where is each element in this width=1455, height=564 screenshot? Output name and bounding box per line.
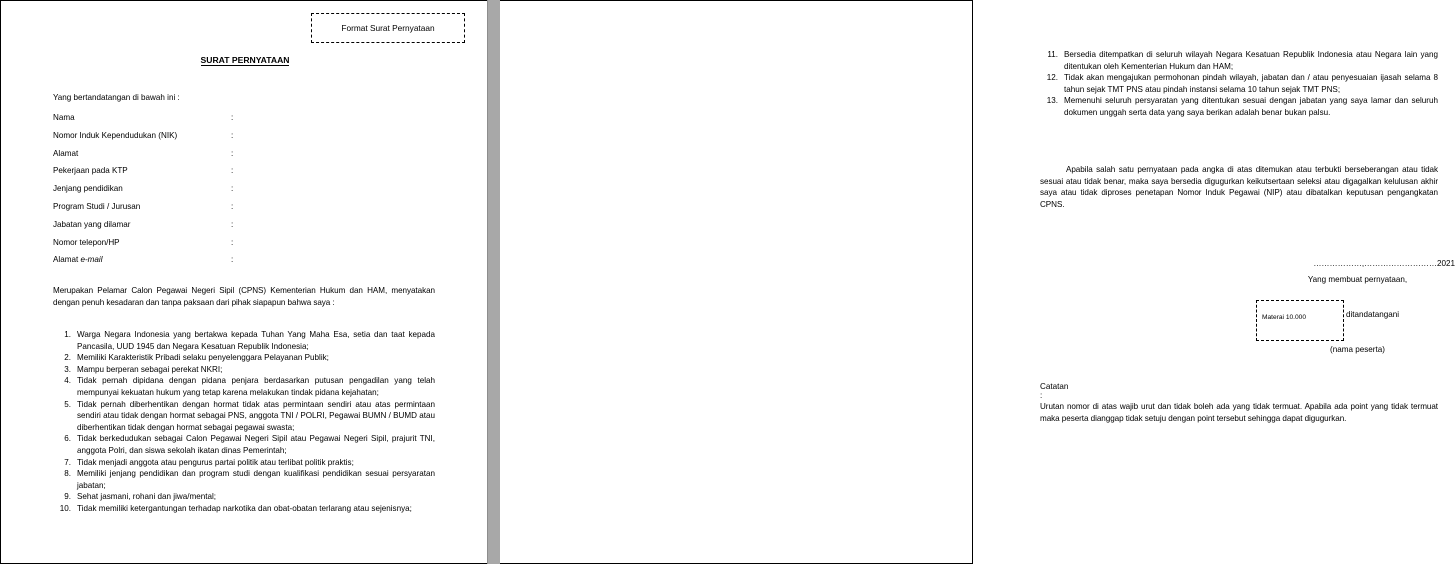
field-colon: : [231,255,234,265]
statement-maker-label: Yang membuat pernyataan, [1307,275,1408,284]
field-row [53,238,453,256]
declaration-text: Memiliki jenjang pendidikan dan program studi dengan kualifikasi pendidikan sesuai persyaratan jabatan; [77,469,435,490]
declaration-item [53,457,435,469]
field-label-nama: Nama [53,113,75,122]
declaration-text: Tidak pernah dipidana dengan pidana penjara berdasarkan putusan pengadilan yang telah mempunyai kekuatan hukum yang tetap karena melakukan tindak pidana kejahatan; [77,376,435,397]
field-label-nik: Nomor Induk Kependudukan (NIK) [53,130,178,140]
declaration-number: 10. [59,503,71,513]
field-row [53,184,453,202]
declaration-text: Tidak memiliki ketergantungan terhadap narkotika dan obat-obatan terlarang atau sejenisnya; [77,503,412,513]
page-gutter-edge-left [487,0,488,564]
field-row [53,149,453,167]
declaration-number: 6. [64,434,71,444]
declaration-number: 1. [64,330,71,339]
declaration-item [53,364,435,376]
document-page-right [500,0,1455,564]
signature-placeholder: ditandatangani [1346,310,1400,319]
declaration-number: 3. [64,364,71,374]
declaration-item [53,375,435,398]
declaration-text: Tidak berkedudukan sebagai Calon Pegawai Negeri Sipil atau Pegawai Negeri Sipil, prajurit TNI, anggota Polri, dan siswa sekolah ikatan dinas Pemerintah; [77,434,435,455]
declaration-number: 11. [1047,50,1058,59]
format-label-text: Format Surat Pernyataan [341,23,435,33]
notes-body: Urutan nomor di atas wajib urut dan tidak boleh ada yang tidak termuat. Apabila ada point yang tidak termuat maka peserta dianggap tidak setuju dengan point tersebut sehingga dapat digugurkan. [1040,402,1438,423]
declaration-text: Mampu berperan sebagai perekat NKRI; [77,364,223,374]
declaration-item [53,491,435,503]
declaration-list-right [1040,49,1438,119]
field-row [53,166,453,184]
declaration-text: Bersedia ditempatkan di seluruh wilayah Negara Kesatuan Republik Indonesia atau Negara lain yang ditentukan oleh Kementerian Hukum dan HAM; [1064,50,1438,71]
declaration-list-left [53,329,435,515]
field-label-pekerjaan: Pekerjaan pada KTP [53,166,128,176]
field-row [53,131,453,149]
declaration-item [53,329,435,352]
declaration-number: 9. [64,492,71,502]
declaration-text: Sehat jasmani, rohani dan jiwa/mental; [77,492,217,502]
declaration-text: Warga Negara Indonesia yang bertakwa kepada Tuhan Yang Maha Esa, setia dan taat kepada Pancasila, UUD 1945 dan Negara Kesatuan Republik Indonesia; [77,330,435,351]
declaration-text: Tidak akan mengajukan permohonan pindah wilayah, jabatan dan / atau penyesuaian ijasah selama 8 tahun sejak TMT PNS atau pindah instansi selama 10 tahun sejak TMT PNS; [1064,73,1438,94]
field-label-jenjang-pendidikan: Jenjang pendidikan [53,184,123,194]
field-colon: : [231,219,234,229]
field-row [53,113,453,131]
field-label-telepon: Nomor telepon/HP [53,237,120,247]
field-row [53,202,453,220]
declaration-number: 2. [64,353,71,363]
field-colon: : [231,148,234,158]
declaration-number: 13. [1046,96,1058,106]
declaration-number: 8. [64,469,71,479]
page-gutter [487,0,501,564]
declaration-number: 12. [1046,73,1058,83]
field-colon: : [231,201,234,211]
consequence-paragraph: Apabila salah satu pernyataan pada angka di atas ditemukan atau terbukti berseberangan atau tidak sesuai atau tidak benar, maka saya bersedia digugurkan keikutsertaan seleksi atau digagalkan kelulusan akhir saya atau tidak diproses penetapan Nomor Induk Pegawai (NIP) atau dibatalkan keputusan pengangkatan CPNS. [1040,165,1438,210]
declaration-number: 7. [64,457,71,467]
declaration-number: 4. [64,376,71,386]
declaration-item [1040,95,1438,118]
declaration-text: Tidak menjadi anggota atau pengurus partai politik atau terlibat politik praktis; [77,457,354,467]
field-colon: : [231,237,234,247]
declaration-number: 5. [64,399,71,409]
document-page-left [0,0,488,564]
notes-title: Catatan : [1040,382,1069,400]
field-label-alamat: Alamat [53,148,79,158]
declaration-item [1040,49,1438,72]
field-colon: : [231,166,234,176]
field-colon: : [231,184,234,194]
declaration-text: Memiliki Karakteristik Pribadi selaku penyelenggara Pelayanan Publik; [77,353,329,363]
field-row [53,255,453,273]
format-label-box [311,13,465,43]
field-label-email-italic: e-mail [80,255,103,265]
declaration-text: Tidak pernah diberhentikan dengan hormat tidak atas permintaan sendiri atau atas permintaan sendiri atau tidak dengan hormat sebagai PNS, anggota TNI / POLRI, Pegawai BUMN / BUMD atau diberhentikan tidak dengan hormat sebagai pegawai swasta; [77,399,435,432]
identity-field-list [53,113,453,273]
declaration-item [53,433,435,456]
date-line: ………………,………………………2021 [1313,259,1455,268]
declaration-item [1040,72,1438,95]
page-title [1,55,489,65]
applicant-statement-paragraph: Merupakan Pelamar Calon Pegawai Negeri Sipil (CPNS) Kementerian Hukum dan HAM, menyatakan dengan penuh kesadaran dan tanpa paksaan dari pihak siapapun bahwa saya : [53,286,435,307]
declaration-item [53,399,435,434]
field-row [53,220,453,238]
field-label-program-studi: Program Studi / Jurusan [53,201,141,211]
participant-name-placeholder: (nama peserta) [1330,345,1385,354]
materai-label: Materai 10.000 [1262,314,1306,321]
undersigned-intro: Yang bertandatangan di bawah ini : [53,93,180,102]
field-colon: : [231,130,234,140]
field-label-jabatan-dilamar: Jabatan yang dilamar [53,219,131,229]
declaration-text: Memenuhi seluruh persyaratan yang ditentukan sesuai dengan jabatan yang saya lamar dan seluruh dokumen unggah serta data yang saya berikan adalah benar bukan palsu. [1064,96,1438,117]
field-label-email-prefix: Alamat [53,255,81,265]
declaration-item [53,468,435,491]
page-title-text: SURAT PERNYATAAN [200,55,290,65]
field-label-email [53,255,103,264]
field-colon: : [231,113,234,122]
declaration-item [53,352,435,364]
declaration-item [53,503,435,515]
